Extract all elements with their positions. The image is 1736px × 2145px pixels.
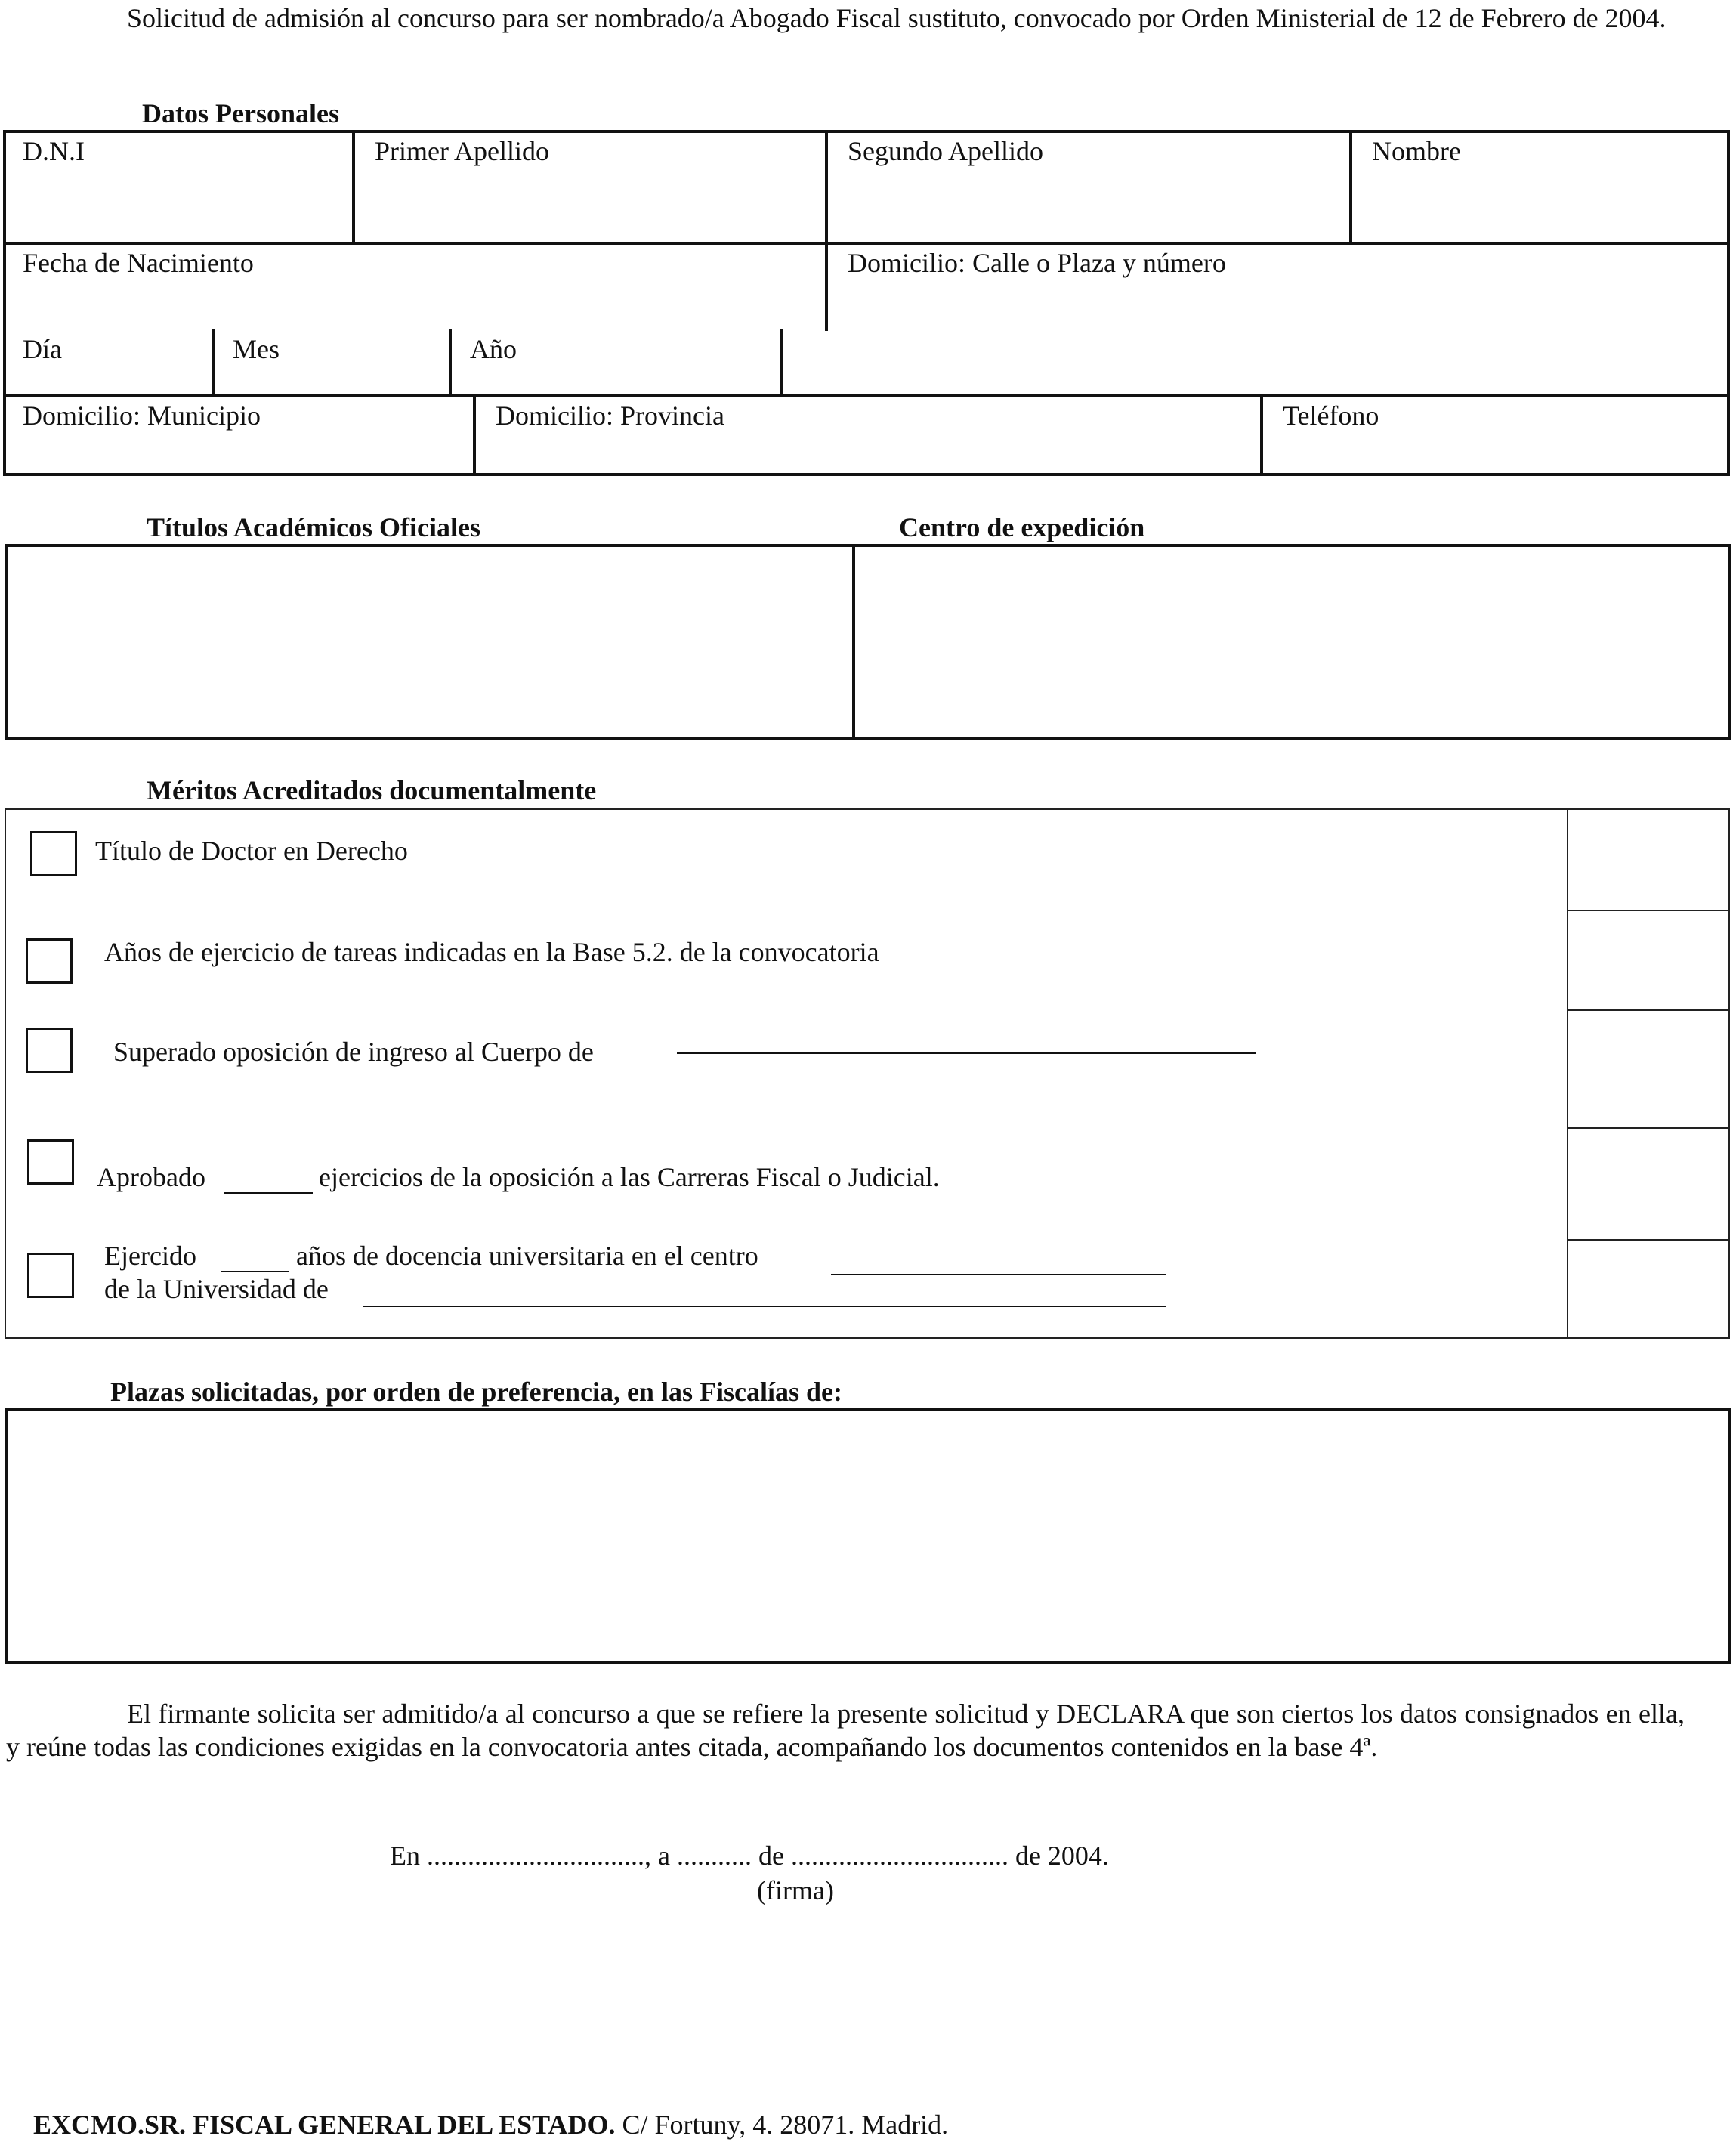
primer-apellido-field[interactable]: Primer Apellido [375,136,549,166]
intro-text: Solicitud de admisión al concurso para ser nombrado/a Abogado Fiscal sustituto, convocado por Orden Ministerial de 12 de Febrero de 2004. [127,3,1666,33]
aprobado-blank[interactable] [224,1192,313,1194]
footer-recipient: EXCMO.SR. FISCAL GENERAL DEL ESTADO. [33,2109,616,2140]
superado-label: Superado oposición de ingreso al Cuerpo de [113,1037,594,1067]
mes-field[interactable]: Mes [233,334,280,364]
footer-address [33,2108,948,2141]
anios-ejercicio-label: Años de ejercicio de tareas indicadas en la Base 5.2. de la convocatoria [104,937,879,967]
aprobado-checkbox[interactable] [27,1139,74,1185]
municipio-field[interactable]: Domicilio: Municipio [23,400,261,431]
centro-expedicion-input-box[interactable] [852,544,1731,740]
cuerpo-line[interactable] [677,1052,1256,1054]
centro-blank[interactable] [831,1274,1166,1275]
dia-field[interactable]: Día [23,334,62,364]
anios-ejercicio-checkbox[interactable] [26,938,73,984]
ejercido-text-a: Ejercido [104,1241,196,1271]
signature-line: En ................................, a ........... de ................................ de 2004. [390,1841,1109,1871]
footer-street: C/ Fortuny, 4. 28071. Madrid. [615,2109,949,2140]
telefono-field[interactable]: Teléfono [1283,400,1379,431]
meritos-heading: Méritos Acreditados documentalmente [147,775,597,805]
universidad-label: de la Universidad de [104,1274,329,1304]
anio-field[interactable]: Año [470,334,517,364]
personal-data-table [3,130,1730,476]
titulos-input-box[interactable] [5,544,855,740]
ejercido-text-b: años de docencia universitaria en el centro [296,1241,758,1271]
dni-field[interactable]: D.N.I [23,136,85,166]
universidad-blank[interactable] [363,1306,1166,1307]
provincia-field[interactable]: Domicilio: Provincia [496,400,724,431]
doctor-checkbox[interactable] [30,831,77,876]
plazas-heading: Plazas solicitadas, por orden de preferencia, en las Fiscalías de: [110,1377,842,1407]
fecha-nacimiento-label: Fecha de Nacimiento [23,248,254,278]
plazas-input-box[interactable] [5,1408,1731,1664]
domicilio-calle-field[interactable]: Domicilio: Calle o Plaza y número [848,248,1226,278]
superado-checkbox[interactable] [26,1028,73,1073]
nombre-field[interactable]: Nombre [1372,136,1461,166]
aprobado-text-a: Aprobado [97,1162,205,1192]
titulos-heading: Títulos Académicos Oficiales [147,512,480,542]
doctor-label: Título de Doctor en Derecho [95,836,408,866]
ejercido-checkbox[interactable] [27,1253,74,1298]
firma-label: (firma) [757,1875,834,1905]
centro-expedicion-heading: Centro de expedición [899,512,1145,542]
meritos-table [5,808,1730,1339]
segundo-apellido-field[interactable]: Segundo Apellido [848,136,1043,166]
declaration-text: El firmante solicita ser admitido/a al concurso a que se refiere la presente solicitud y DECLARA que son ciertos los datos consignados en ella, y reúne todas las condiciones exigidas en la convocatoria antes citada, acompañando los documentos contenidos en la base 4ª. [6,1698,1685,1762]
aprobado-text-b: ejercicios de la oposición a las Carreras Fiscal o Judicial. [319,1162,940,1192]
personal-heading: Datos Personales [142,98,339,128]
